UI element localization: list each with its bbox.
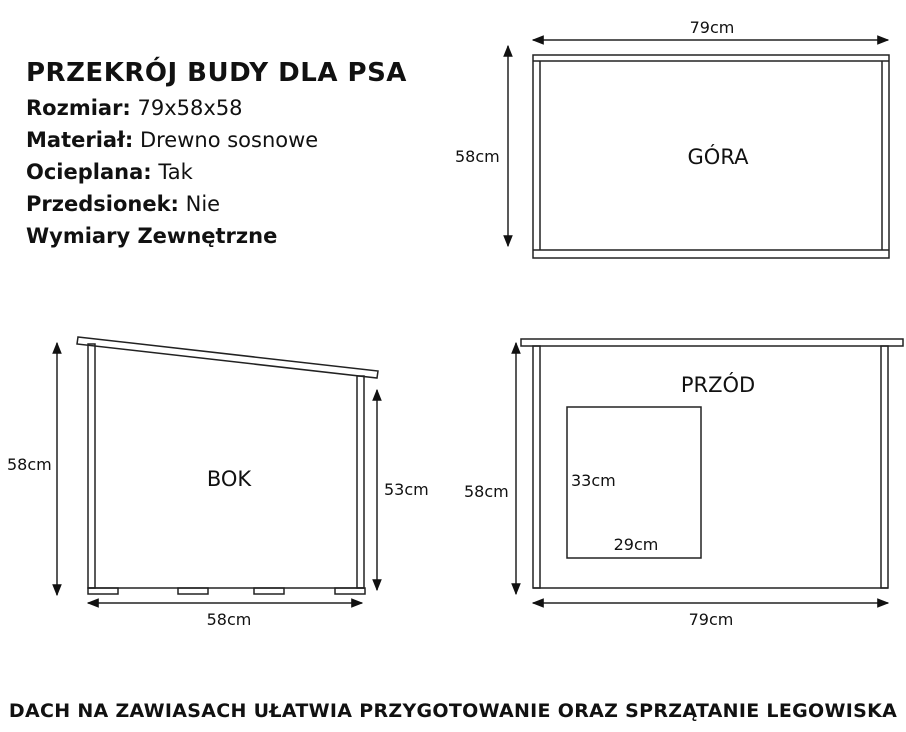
side-view-label: BOK (206, 467, 252, 491)
top-width-label: 79cm (689, 18, 735, 37)
side-depth-label: 58cm (206, 610, 252, 629)
info-label: Rozmiar: (26, 96, 131, 120)
door-width-label: 29cm (613, 535, 659, 554)
side-back-height-label: 53cm (384, 480, 429, 499)
top-view-label: GÓRA (687, 145, 749, 169)
info-subtitle: Wymiary Zewnętrzne (26, 224, 278, 248)
side-front-post (88, 344, 95, 588)
diagram-title: PRZEKRÓJ BUDY DLA PSA (26, 58, 407, 88)
info-value: Tak (158, 160, 193, 184)
side-back-post (357, 376, 364, 588)
footer-note: DACH NA ZAWIASACH UŁATWIA PRZYGOTOWANIE ORAZ SPRZĄTANIE LEGOWISKA (8, 700, 898, 722)
front-width-label: 79cm (688, 610, 734, 629)
side-height-label: 58cm (7, 455, 52, 474)
front-left-post (533, 346, 540, 588)
front-view-label: PRZÓD (680, 373, 756, 397)
info-label: Ocieplana: (26, 160, 152, 184)
side-roof (77, 337, 378, 378)
front-right-post (881, 346, 888, 588)
info-value: Nie (185, 192, 221, 216)
front-roof (521, 339, 903, 346)
info-value: 79x58x58 (137, 96, 243, 120)
front-height-label: 58cm (464, 482, 509, 501)
info-label: Przedsionek: (26, 192, 179, 216)
top-depth-label: 58cm (455, 147, 500, 166)
door-height-label: 33cm (571, 471, 616, 490)
info-value: Drewno sosnowe (139, 128, 319, 152)
info-label: Materiał: (26, 128, 134, 152)
